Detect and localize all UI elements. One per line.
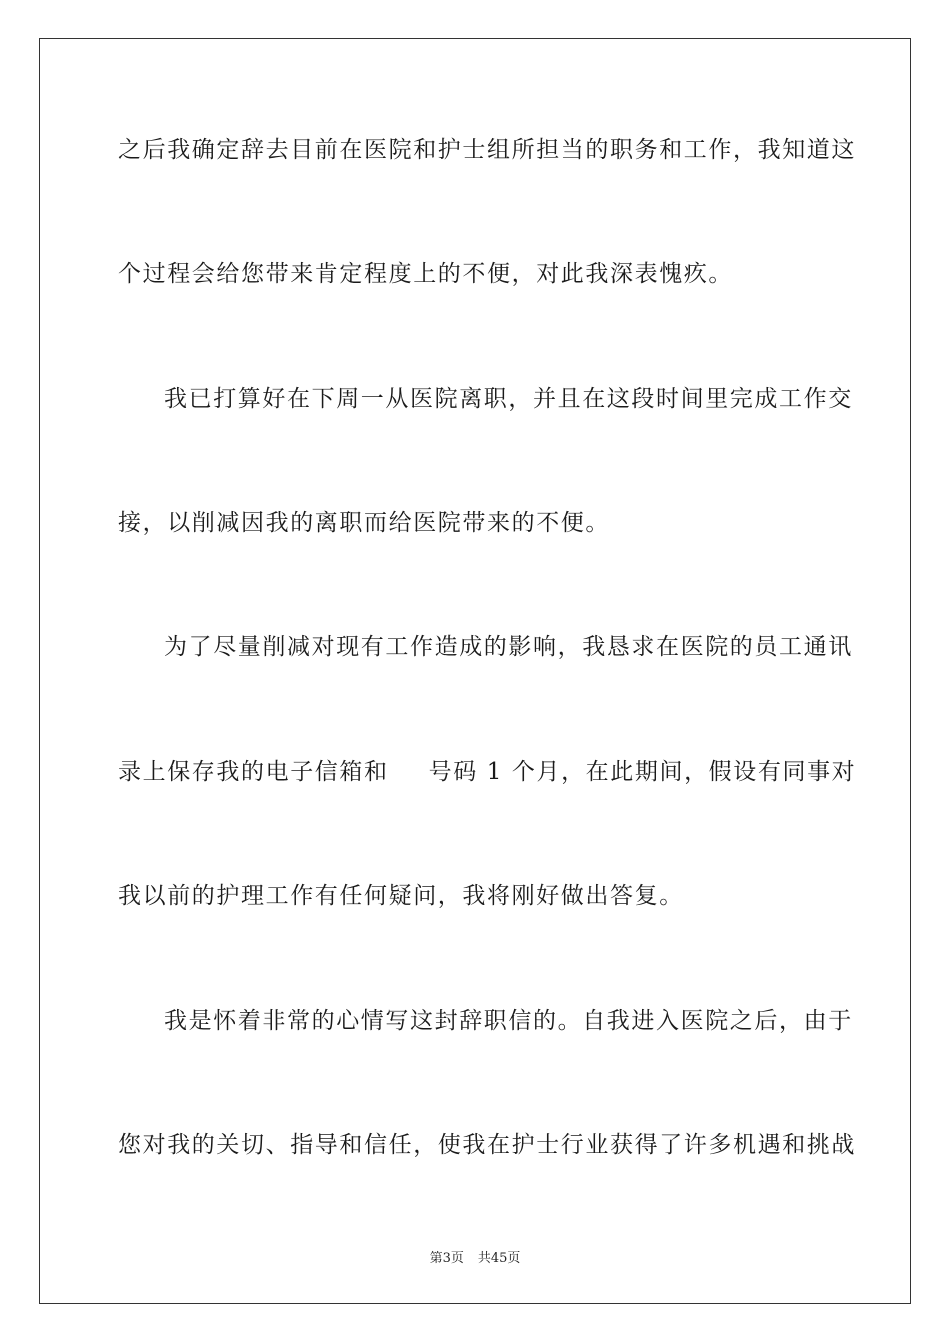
paragraph-3-line-2-prefix: 录上保存我的电子信箱和 [118, 759, 389, 785]
body-line-2: 个过程会给您带来肯定程度上的不便，对此我深表愧疚。 [118, 261, 733, 287]
paragraph-3-line-3: 我以前的护理工作有任何疑问，我将刚好做出答复。 [118, 883, 684, 909]
body-line-1: 之后我确定辞去目前在医院和护士组所担当的职务和工作，我知道这 [118, 137, 856, 163]
paragraph-4-line-2: 您对我的关切、指导和信任，使我在护士行业获得了许多机遇和挑战 [118, 1132, 856, 1158]
page-border [39, 38, 911, 1304]
page-number: 第3页 [429, 1251, 464, 1266]
paragraph-2-line-2: 接，以削减因我的离职而给医院带来的不便。 [118, 510, 610, 536]
paragraph-3-line-2-suffix: 号码 1 个月，在此期间，假设有同事对 [428, 759, 857, 785]
total-pages: 共45页 [477, 1251, 521, 1266]
paragraph-2-line-1: 我已打算好在下周一从医院离职，并且在这段时间里完成工作交 [164, 386, 853, 412]
page-footer [0, 1247, 950, 1266]
paragraph-3-line-2 [118, 757, 857, 787]
paragraph-3-line-1: 为了尽量削减对现有工作造成的影响，我恳求在医院的员工通讯 [164, 634, 853, 660]
paragraph-4-line-1: 我是怀着非常的心情写这封辞职信的。自我进入医院之后，由于 [164, 1008, 853, 1034]
